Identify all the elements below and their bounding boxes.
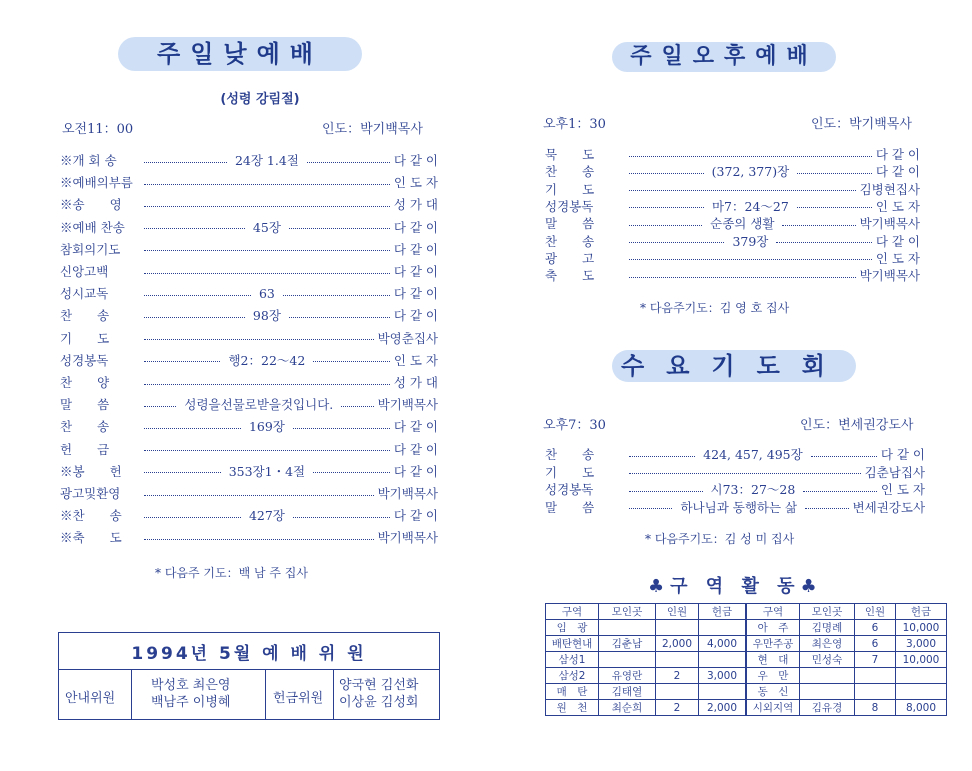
guide-label: 안내위원 [65,691,116,706]
order-leader: 다 같 이 [393,153,439,168]
order-row [60,194,438,214]
district-cell: 김춘남 [599,636,656,652]
district-cell: 2,000 [656,636,699,652]
order-leader: 박기백목사 [377,486,438,501]
district-row [546,620,947,636]
wednesday-next-prayer: * 다음주기도：김 성 미 집사 [645,532,795,546]
order-label: 찬 송 [545,233,595,249]
district-cell [800,684,855,700]
order-label: 헌 금 [60,441,110,457]
order-detail: 353장1・4절 [228,463,306,479]
left-next-prayer: * 다음주 기도：백 남 주 집사 [155,566,308,580]
district-cell: 배탄현내 [546,636,599,652]
offering-label: 헌금위원 [273,691,324,706]
district-cell: 7 [855,652,896,668]
order-row [60,461,438,481]
order-label: 기 도 [545,181,595,197]
district-cell [855,668,896,684]
order-leader: 인 도 자 [880,482,926,497]
order-label: 성경봉독 [545,198,594,214]
order-detail: (372, 377)장 [711,164,790,180]
district-cell: 원 천 [546,700,599,716]
order-label: 신앙고백 [60,264,109,279]
offering-names [339,677,418,711]
offering-name-2: 이상윤 김성회 [339,695,419,710]
order-label: ※예배 찬송 [60,219,125,235]
order-leader: 다 같 이 [875,233,920,249]
order-row [60,350,438,370]
order-leader: 인 도 자 [875,250,920,266]
order-label: 성시교독 [60,286,109,302]
order-row [60,283,438,303]
district-cell: 2 [656,700,699,716]
order-leader: 김병현집사 [859,181,920,197]
order-leader: 다 같 이 [393,264,438,279]
order-detail: 98장 [252,308,281,324]
district-row [546,652,947,668]
order-row [60,217,438,237]
order-detail: 45장 [252,219,281,235]
guide-names [151,677,230,711]
order-label: ※봉 헌 [60,463,122,479]
order-detail: 424, 457, 495장 [703,447,803,462]
right-title: 주일오후예배 [612,42,836,72]
district-cell: 시외지역 [746,700,800,716]
order-row [545,497,925,517]
order-row [60,505,438,525]
order-leader: 인 도 자 [393,352,438,368]
order-label: 말 씀 [60,397,110,413]
district-title: ♣구 역 활 동♣ [648,576,823,597]
wednesday-time: 오후7：30 [543,418,606,433]
district-cell: 김태열 [599,684,656,700]
district-cell [656,620,699,636]
district-header-cell: 모인곳 [800,604,855,620]
order-leader: 변세권강도사 [852,499,926,515]
order-row [60,239,438,259]
order-row [60,372,438,392]
order-leader: 다 같 이 [393,463,439,479]
district-cell [599,620,656,636]
order-label: 참회의기도 [60,241,121,257]
district-cell: 임 광 [546,620,599,636]
order-label: 찬 송 [60,419,110,435]
district-cell: 삼성2 [546,668,599,684]
order-leader: 박기백목사 [859,216,920,232]
right-leader: 인도：박기백목사 [811,117,912,132]
order-row [60,439,438,459]
order-leader: 다 같 이 [393,308,439,324]
committee-box [58,632,440,720]
wednesday-title: 수요기도회 [612,350,856,382]
order-detail: 427장 [248,508,285,524]
order-detail: 행2：22～42 [228,352,306,368]
order-leader: 성 가 대 [393,197,438,213]
order-label: 말 씀 [545,216,595,232]
district-row [546,636,947,652]
district-cell: 3,000 [896,636,947,652]
order-label: 말 씀 [545,499,595,515]
order-label: ※예배의부름 [60,175,133,191]
order-leader: 박기백목사 [377,530,438,546]
order-leader: 박영춘집사 [377,330,438,346]
order-row [60,150,438,170]
district-cell: 우만주공 [746,636,800,652]
order-label: 광 고 [545,250,595,266]
order-label: 찬 송 [545,447,595,462]
order-label: 찬 송 [545,164,595,180]
order-label: 성경봉독 [60,352,109,368]
order-detail: 성령을선물로받을것입니다. [184,397,334,413]
district-row [546,684,947,700]
order-detail: 379장 [732,233,769,249]
order-detail: 하나님과 동행하는 삶 [680,499,798,515]
district-cell [599,652,656,668]
order-detail: 24장 1.4절 [234,153,299,168]
district-cell [855,684,896,700]
district-header-cell: 구역 [746,604,800,620]
order-detail: 169장 [248,419,285,435]
district-header-cell: 인원 [656,604,699,620]
order-leader: 다 같 이 [880,447,926,462]
order-leader: 다 같 이 [875,147,920,162]
district-cell: 2,000 [699,700,747,716]
order-row [60,483,438,503]
order-leader: 인 도 자 [393,175,438,191]
order-detail: 마7：24～27 [711,198,789,214]
guide-name-1: 박성호 최은영 [151,678,231,693]
order-label: ※송 영 [60,197,122,213]
right-next-prayer: * 다음주기도：김 영 호 집사 [640,301,790,315]
order-row [60,416,438,436]
district-cell: 최은영 [800,636,855,652]
district-cell: 김유경 [800,700,855,716]
order-label: ※축 도 [60,530,122,546]
left-time: 오전11：00 [62,122,134,137]
order-label: 기 도 [60,330,110,346]
district-cell [699,684,747,700]
order-row [545,265,920,285]
district-cell [699,620,747,636]
order-row [60,305,438,325]
order-row [60,261,438,281]
district-cell: 6 [855,636,896,652]
order-row [60,527,438,547]
order-label: 기 도 [545,464,595,480]
order-leader: 인 도 자 [875,198,920,214]
left-subtitle: (성령 강림절) [220,92,300,107]
order-label: ※개 회 송 [60,153,117,168]
order-leader: 다 같 이 [393,441,438,457]
district-cell: 10,000 [896,652,947,668]
district-cell: 최순희 [599,700,656,716]
order-leader: 다 같 이 [393,508,438,524]
district-cell: 현 대 [746,652,800,668]
district-cell [699,652,747,668]
left-leader: 인도：박기백목사 [322,122,423,137]
order-leader: 다 같 이 [875,164,920,180]
district-header-cell: 구역 [546,604,599,620]
guide-name-2: 백남주 이병혜 [151,695,231,710]
order-row [60,394,438,414]
district-header-cell: 헌금 [896,604,947,620]
district-table [545,603,947,716]
order-label: 축 도 [545,268,595,284]
district-cell [656,652,699,668]
order-detail: 순종의 생활 [710,216,775,232]
right-time: 오후1：30 [543,117,606,132]
order-leader: 김춘남집사 [864,464,925,480]
district-cell: 6 [855,620,896,636]
district-cell: 10,000 [896,620,947,636]
order-detail: 63 [258,285,275,301]
order-label: 광고및환영 [60,486,121,501]
order-label: 묵 도 [545,147,595,162]
left-title: 주일낮예배 [118,37,362,71]
district-row [546,700,947,716]
order-leader: 성 가 대 [393,375,438,390]
district-cell [896,668,947,684]
district-cell: 우 만 [746,668,800,684]
order-row [60,172,438,192]
order-leader: 박기백목사 [377,397,439,413]
order-row [60,328,438,348]
order-label: 찬 송 [60,308,110,324]
district-row [546,668,947,684]
district-cell: 매 탄 [546,684,599,700]
order-detail: 시73：27～28 [710,482,796,497]
district-cell: 민성숙 [800,652,855,668]
district-cell: 8 [855,700,896,716]
order-leader: 다 같 이 [393,219,439,235]
order-leader: 다 같 이 [393,241,438,257]
district-cell [656,684,699,700]
district-cell: 유영란 [599,668,656,684]
district-cell: 김명례 [800,620,855,636]
district-cell [896,684,947,700]
district-header-cell: 헌금 [699,604,747,620]
offering-name-1: 양국현 김선화 [339,678,419,693]
district-cell: 8,000 [896,700,947,716]
district-header-cell: 모인곳 [599,604,656,620]
order-label: ※찬 송 [60,508,122,524]
district-cell: 4,000 [699,636,747,652]
district-cell: 2 [656,668,699,684]
district-cell [800,668,855,684]
district-cell: 동 신 [746,684,800,700]
order-leader: 다 같 이 [393,286,438,302]
district-cell: 3,000 [699,668,747,684]
district-header-cell: 인원 [855,604,896,620]
order-label: 성경봉독 [545,482,594,497]
committee-title: 1994년 5월 예 배 위 원 [131,644,367,664]
order-leader: 다 같 이 [393,419,438,435]
order-label: 찬 양 [60,375,110,390]
order-leader: 박기백목사 [859,268,920,284]
district-cell: 아 주 [746,620,800,636]
wednesday-leader: 인도：변세권강도사 [800,418,914,433]
district-cell: 삼성1 [546,652,599,668]
